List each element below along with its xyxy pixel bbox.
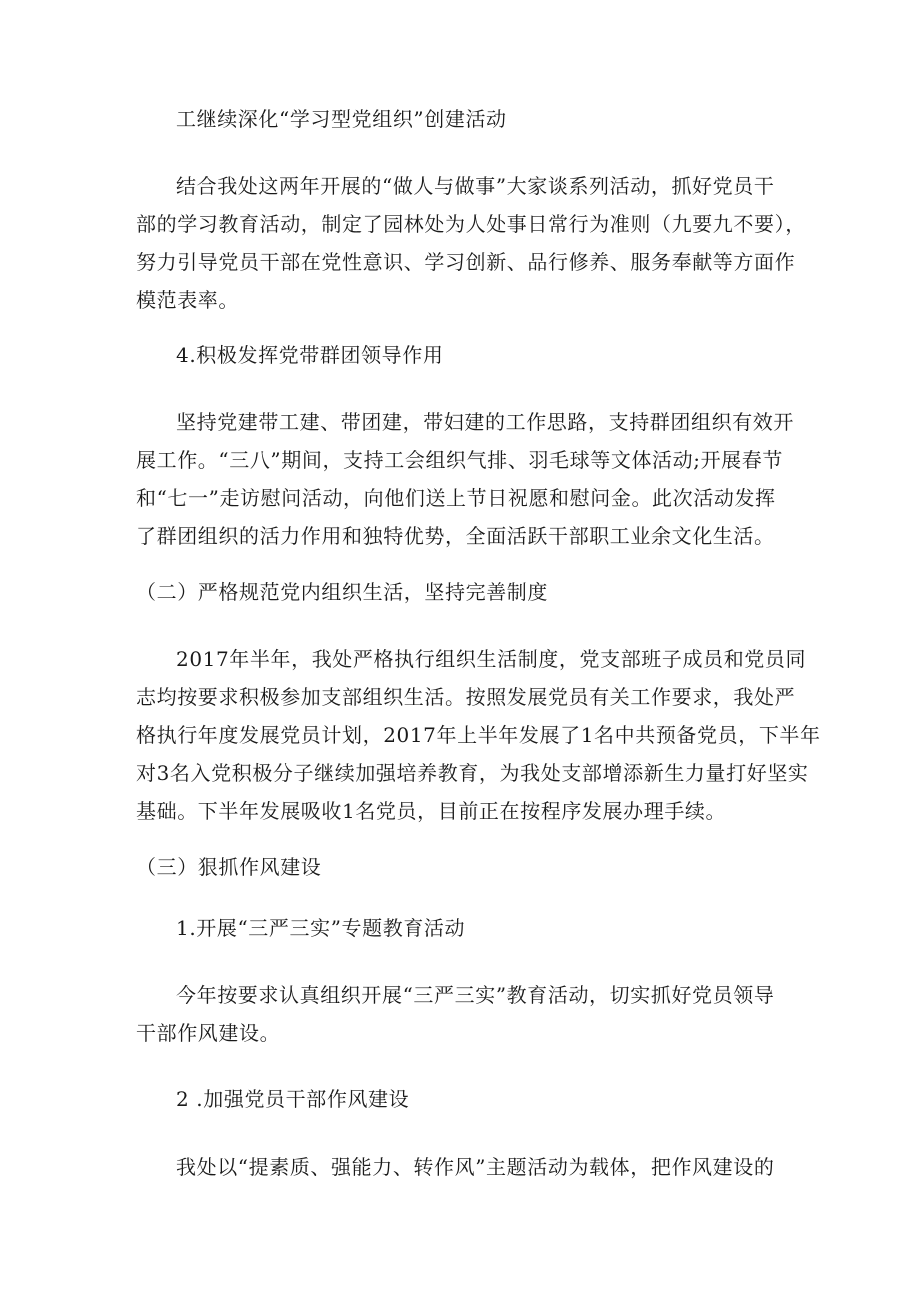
text-line: 格执行年度发展党员计划，2017年上半年发展了1名中共预备党员，下半年	[136, 723, 821, 747]
section-heading-cadre-style: 2 .加强党员干部作风建设	[176, 1087, 410, 1111]
text-line: 坚持党建带工建、带团建，带妇建的工作思路，支持群团组织有效开	[176, 410, 794, 434]
text-line: 我处以“提素质、强能力、转作风”主题活动为载体，把作风建设的	[176, 1155, 775, 1179]
section-heading-three-strict: 1.开展“三严三实”专题教育活动	[176, 916, 466, 940]
text-line: 干部作风建设。	[136, 1021, 281, 1045]
text-line: 了群团组织的活力作用和独特优势，全面活跃干部职工业余文化生活。	[136, 524, 775, 548]
text-line: 模范表率。	[136, 288, 239, 312]
paragraph-three-strict	[136, 976, 791, 1052]
paragraph-organization-life	[136, 640, 821, 830]
text-line: 2017年半年，我处严格执行组织生活制度，党支部班子成员和党员同	[176, 647, 807, 671]
section-heading-learning-party: 工继续深化“学习型党组织”创建活动	[176, 107, 507, 131]
text-line: 展工作。“三八”期间，支持工会组织气排、羽毛球等文体活动;开展春节	[136, 448, 783, 472]
paragraph-cadre-style	[136, 1148, 791, 1186]
paragraph-mass-groups	[136, 403, 794, 555]
section-heading-organization-life: （二）严格规范党内组织生活，坚持完善制度	[136, 580, 548, 604]
text-line: 今年按要求认真组织开展“三严三实”教育活动，切实抓好党员领导	[176, 983, 775, 1007]
paragraph-learning-activities	[136, 167, 806, 319]
text-line: 基础。下半年发展吸收1名党员，目前正在按程序发展办理手续。	[136, 799, 727, 823]
text-line: 和“七一”走访慰问活动，向他们送上节日祝愿和慰问金。此次活动发挥	[136, 486, 776, 510]
text-line: 对3名入党积极分子继续加强培养教育，为我处支部增添新生力量打好坚实	[136, 761, 809, 785]
text-line: 志均按要求积极参加支部组织生活。按照发展党员有关工作要求，我处严	[136, 685, 796, 709]
text-line: 努力引导党员干部在党性意识、学习创新、品行修养、服务奉献等方面作	[136, 250, 796, 274]
text-line: 部的学习教育活动，制定了园林处为人处事日常行为准则（九要九不要），	[136, 212, 806, 236]
section-heading-mass-groups: 4.积极发挥党带群团领导作用	[176, 343, 444, 367]
section-heading-work-style: （三）狠抓作风建设	[136, 855, 322, 879]
text-line: 结合我处这两年开展的“做人与做事”大家谈系列活动，抓好党员干	[176, 174, 775, 198]
